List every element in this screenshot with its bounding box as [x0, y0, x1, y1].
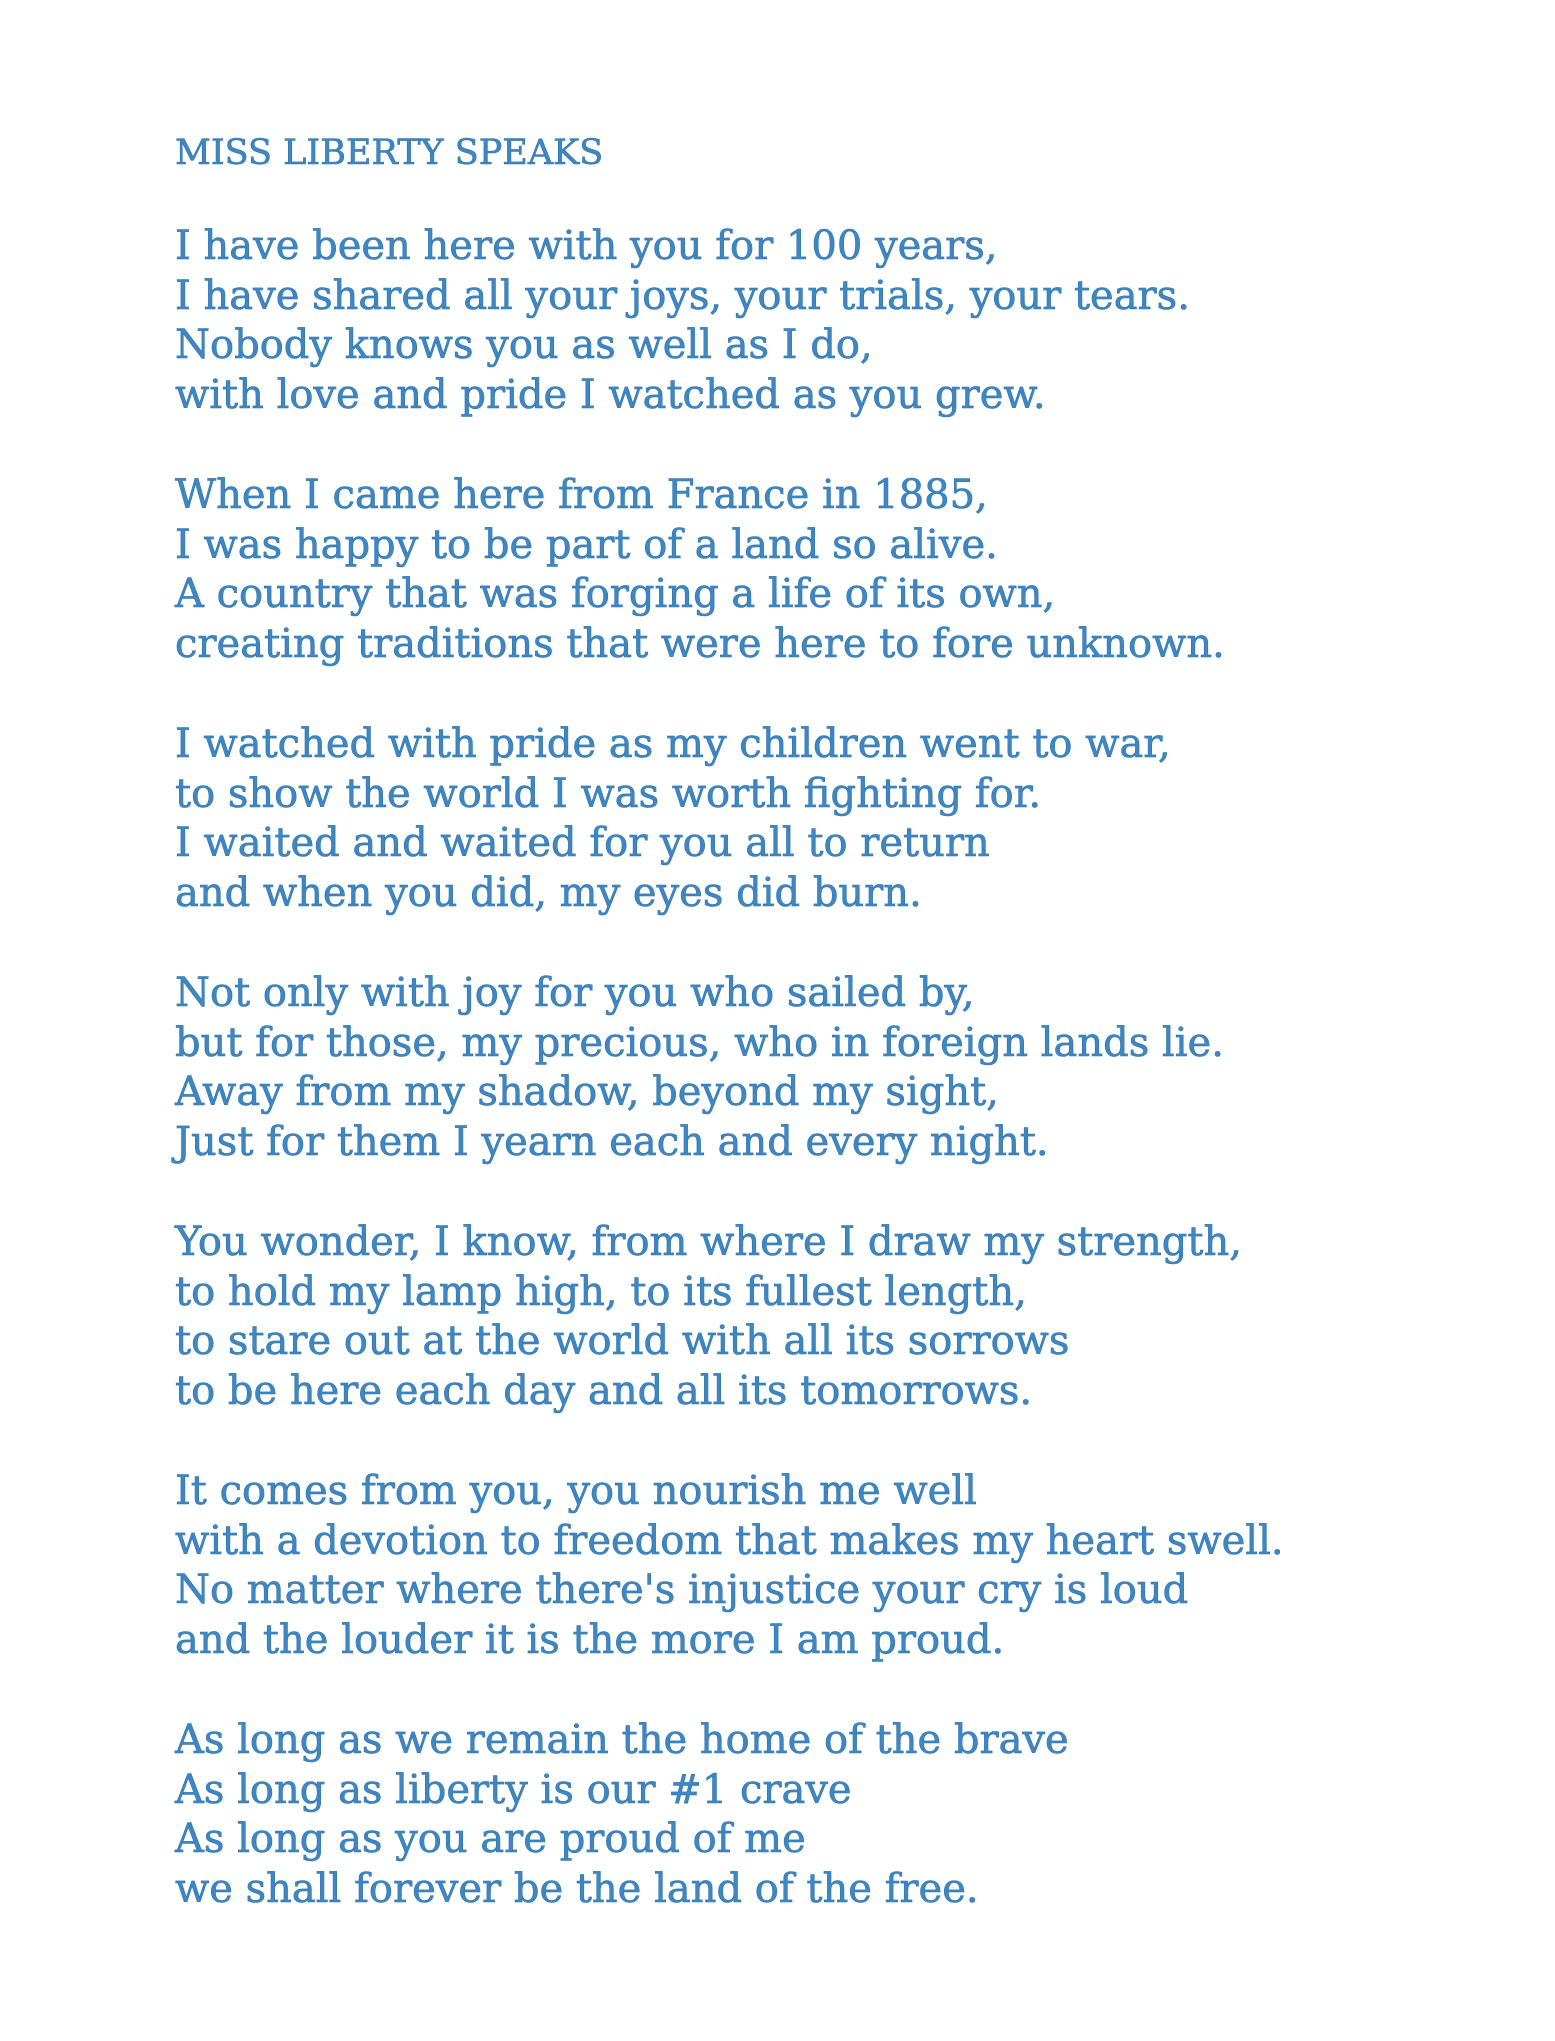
poem-line: and when you did, my eyes did burn.: [175, 869, 922, 916]
poem-line: to show the world I was worth fighting for.: [175, 770, 1042, 817]
poem-line: As long as you are proud of me: [175, 1816, 806, 1862]
stanza-4: [175, 969, 1515, 1167]
stanza-5: [175, 1218, 1515, 1416]
poem-line: I watched with pride as my children went to war,: [175, 721, 1171, 767]
poem-line: Away from my shadow, beyond my sight,: [175, 1069, 999, 1115]
stanza-6: [175, 1467, 1515, 1665]
stanza-7: [175, 1716, 1515, 1914]
poem-line: with love and pride I watched as you grew.: [175, 371, 1046, 418]
poem-line: No matter where there's injustice your cry is loud: [175, 1567, 1189, 1613]
poem-line: As long as we remain the home of the brave: [175, 1717, 1069, 1763]
poem-line: to stare out at the world with all its sorrows: [175, 1318, 1070, 1364]
stanza-2: [175, 471, 1515, 669]
poem-line: A country that was forging a life of its own,: [175, 571, 1056, 617]
poem-line: creating traditions that were here to fore unknown.: [175, 620, 1225, 667]
poem-line: I waited and waited for you all to return: [175, 820, 990, 866]
poem-line: It comes from you, you nourish me well: [175, 1468, 977, 1514]
poem-title: MISS LIBERTY SPEAKS: [175, 133, 604, 173]
poem-line: to hold my lamp high, to its fullest length,: [175, 1268, 1027, 1315]
poem-line: I was happy to be part of a land so alive.: [175, 521, 998, 568]
poem-line: When I came here from France in 1885,: [175, 472, 988, 518]
poem-line: Nobody knows you as well as I do,: [175, 322, 873, 368]
poem-line: Just for them I yearn each and every night.: [175, 1118, 1049, 1165]
poem-line: and the louder it is the more I am proud.: [175, 1616, 1005, 1663]
poem-line: but for those, my precious, who in foreign lands lie.: [175, 1019, 1224, 1066]
poem-line: You wonder, I know, from where I draw my strength,: [175, 1219, 1242, 1265]
stanza-1: [175, 222, 1515, 420]
poem-line: to be here each day and all its tomorrows.: [175, 1367, 1033, 1414]
stanza-3: [175, 720, 1515, 918]
poem-line: I have shared all your joys, your trials, your tears.: [175, 272, 1190, 319]
poem-line: we shall forever be the land of the free.: [175, 1865, 979, 1912]
poem-line: with a devotion to freedom that makes my heart swell.: [175, 1517, 1284, 1564]
poem-line: As long as liberty is our #1 crave: [175, 1766, 852, 1813]
poem-line: I have been here with you for 100 years,: [175, 223, 998, 269]
poem-line: Not only with joy for you who sailed by,: [175, 970, 975, 1016]
poem: [175, 128, 1515, 1965]
